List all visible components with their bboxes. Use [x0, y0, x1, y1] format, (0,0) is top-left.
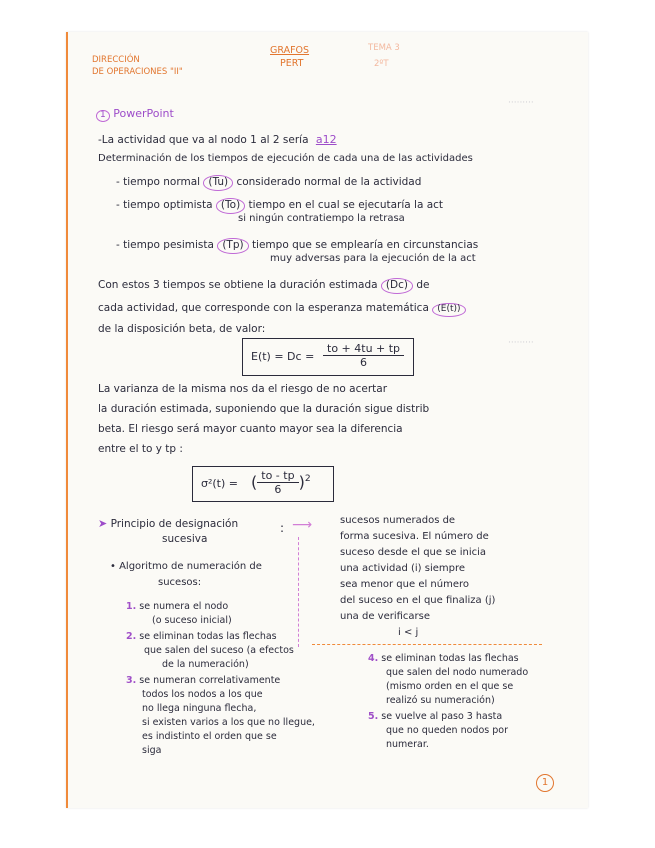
- divider-vertical: [298, 537, 299, 647]
- step-text: se vuelve al paso 3 hasta: [381, 711, 503, 722]
- normal-time-desc: considerado normal de la actividad: [236, 176, 422, 188]
- step-5-line2: que no queden nodos por: [386, 725, 508, 736]
- step-4-line2: que salen del nodo numerado: [386, 667, 529, 678]
- section-heading: [96, 108, 174, 122]
- principle-title-line2: sucesiva: [162, 533, 208, 545]
- step-3-line5: es indistinto el orden que se: [142, 731, 277, 742]
- section-title: PowerPoint: [113, 107, 174, 120]
- intro-line1: [98, 134, 337, 146]
- variance-lhs: σ²(t) =: [201, 477, 238, 490]
- step-3-line6: siga: [142, 745, 162, 756]
- expected-duration-formula: [242, 338, 414, 376]
- duration-text: Con estos 3 tiempos se obtiene la duración estimada: [98, 279, 378, 291]
- step-1-line2: (o suceso inicial): [152, 615, 232, 626]
- step-number: 1.: [126, 601, 137, 612]
- optimistic-time-desc2: si ningún contratiempo la retrasa: [238, 213, 405, 224]
- divider-horizontal: [312, 644, 542, 645]
- formula-lhs: E(t) = Dc =: [251, 350, 315, 363]
- step-number: 2.: [126, 631, 137, 642]
- duration-line3: de la disposición beta, de valor:: [98, 323, 266, 335]
- step-text: se eliminan todas las flechas: [139, 631, 277, 642]
- course-title-line2: DE OPERACIONES "II": [92, 67, 183, 77]
- formula-numerator: to + 4tu + tp: [323, 343, 404, 356]
- step-text: se eliminan todas las flechas: [381, 653, 519, 664]
- optimistic-time-desc: tiempo en el cual se ejecutaría la act: [248, 199, 444, 211]
- duration-text-end: de: [416, 279, 430, 291]
- section-number: 1: [96, 110, 110, 122]
- variance-line2: la duración estimada, suponiendo que la duración sigue distrib: [98, 403, 430, 415]
- step-2-line2: que salen del suceso (a efectos: [144, 645, 294, 656]
- variance-line1: La varianza de la misma nos da el riesgo de no acertar: [98, 383, 388, 395]
- bleed-through-text: ·········: [508, 338, 534, 348]
- variance-line3: beta. El riesgo será mayor cuanto mayor sea la diferencia: [98, 423, 403, 435]
- variance-exponent: 2: [304, 472, 311, 484]
- algorithm-title-line1: • Algoritmo de numeración de: [110, 561, 262, 572]
- step-text: se numera el nodo: [139, 601, 229, 612]
- intro-line2: Determinación de los tiempos de ejecución de cada una de las actividades: [98, 153, 473, 164]
- variance-numerator: to - tp: [257, 470, 298, 483]
- principle-title-line1: Principio de designación: [110, 518, 239, 530]
- step-3-line4: si existen varios a los que no llegue,: [142, 717, 315, 728]
- step-5-line3: numerar.: [386, 739, 429, 750]
- optimistic-time-symbol: (To): [216, 198, 245, 214]
- variance-formula: [192, 466, 334, 502]
- principle-title: ➤ Principio de designación: [98, 517, 239, 530]
- duration-line2: [98, 303, 466, 317]
- step-4-line4: realizó su numeración): [386, 695, 495, 706]
- topic-title-line1: GRAFOS: [270, 45, 310, 56]
- algorithm-title-line2: sucesos:: [158, 577, 202, 588]
- page-number: 1: [536, 774, 554, 792]
- principle-colon: :: [280, 521, 285, 535]
- step-number: 5.: [368, 711, 379, 722]
- normal-time-symbol: (Tu): [203, 175, 233, 191]
- pessimistic-time-desc2: muy adversas para la ejecución de la act: [270, 253, 476, 264]
- step-4: [368, 654, 519, 664]
- step-1: [126, 602, 228, 612]
- principle-def-line2: forma sucesiva. El número de: [340, 531, 489, 542]
- pessimistic-time-line: [116, 238, 478, 254]
- corner-note-line1: TEMA 3: [368, 43, 400, 53]
- step-text: se numeran correlativamente: [139, 675, 281, 686]
- normal-time-label: - tiempo normal: [116, 176, 201, 188]
- principle-def-line6: del suceso en el que finaliza (j): [340, 595, 496, 606]
- notebook-page: [66, 32, 588, 808]
- principle-def-line7: una de verificarse: [340, 611, 431, 622]
- expectation-text: cada actividad, que corresponde con la esperanza matemática: [98, 302, 429, 314]
- pessimistic-time-label: - tiempo pesimista: [116, 239, 214, 251]
- step-2: [126, 632, 277, 642]
- optimistic-time-line: [116, 198, 443, 214]
- duration-symbol: (Dc): [381, 278, 413, 294]
- principle-def-line3: suceso desde el que se inicia: [340, 547, 487, 558]
- step-3-line3: no llega ninguna flecha,: [142, 703, 257, 714]
- expectation-symbol: (E(t)): [432, 303, 465, 317]
- principle-def-line4: una actividad (i) siempre: [340, 563, 466, 574]
- bleed-through-text: ·········: [508, 98, 534, 108]
- topic-title-line2: PERT: [280, 58, 304, 69]
- variance-denominator: 6: [274, 483, 282, 496]
- arrow-right-icon: ⟶: [292, 517, 313, 533]
- step-number: 4.: [368, 653, 379, 664]
- intro-text: -La actividad que va al nodo 1 al 2 sería: [98, 134, 309, 146]
- activity-symbol: a12: [315, 133, 337, 146]
- formula-fraction: [323, 343, 404, 368]
- step-2-line3: de la numeración): [162, 659, 249, 670]
- step-number: 3.: [126, 675, 137, 686]
- step-3-line2: todos los nodos a los que: [142, 689, 263, 700]
- variance-fraction: ( $\frac{to - tp}{6}$ )$^2$: [251, 469, 311, 496]
- step-3: [126, 676, 280, 686]
- course-title-line1: DIRECCIÓN: [92, 55, 140, 65]
- corner-note-line2: 2ºT: [374, 59, 389, 69]
- variance-line4: entre el to y tp :: [98, 443, 183, 455]
- formula-denominator: 6: [360, 356, 368, 369]
- normal-time-line: [116, 175, 421, 191]
- principle-condition: i < j: [398, 627, 419, 638]
- step-4-line3: (mismo orden en el que se: [386, 681, 514, 692]
- pessimistic-time-symbol: (Tp): [217, 238, 248, 254]
- pessimistic-time-desc: tiempo que se emplearía en circunstancias: [251, 239, 479, 251]
- principle-def-line1: sucesos numerados de: [340, 515, 456, 526]
- principle-def-line5: sea menor que el número: [340, 579, 470, 590]
- duration-line1: [98, 278, 429, 294]
- step-5: [368, 712, 502, 722]
- optimistic-time-label: - tiempo optimista: [116, 199, 213, 211]
